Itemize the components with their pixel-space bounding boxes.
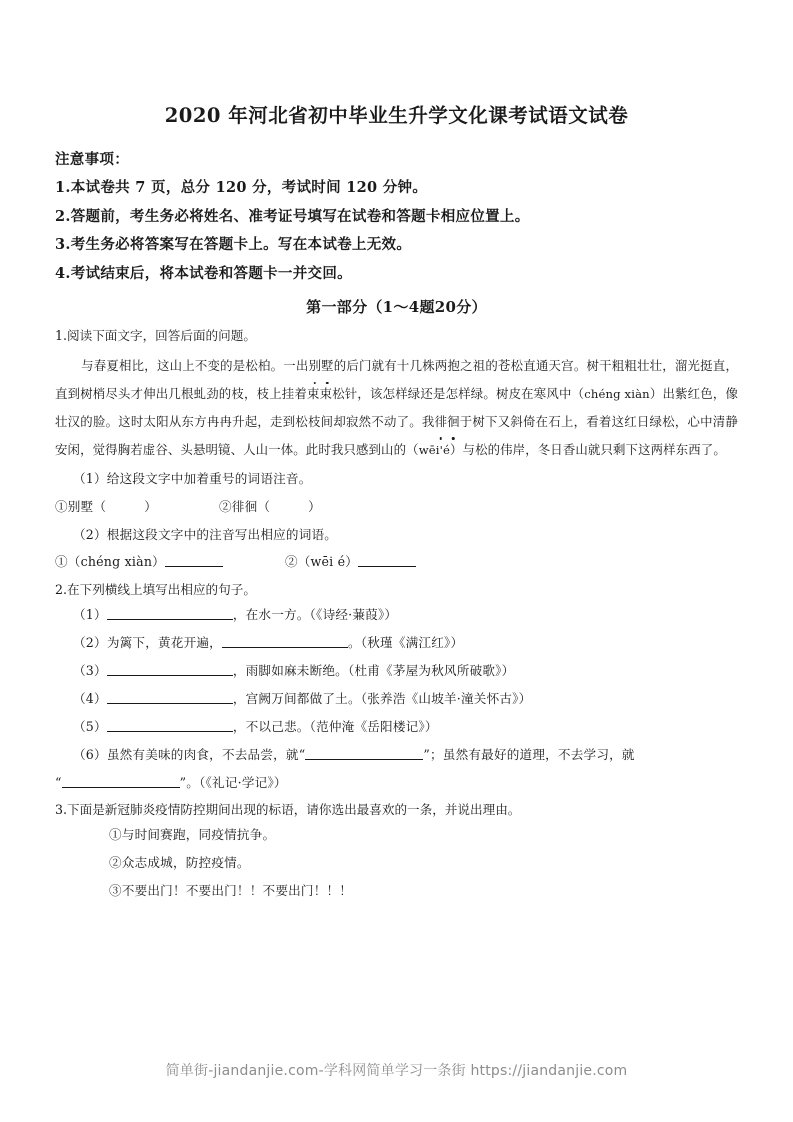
- emphasis-bieshu-2: 墅: [321, 352, 334, 380]
- question-3-slogan-3[interactable]: ③不要出门！不要出门！！不要出门！！！: [109, 883, 353, 899]
- sub-1-item-2-close: ）: [308, 498, 321, 514]
- passage-seg-b: 的后门就有十几株两抱之祖的苍松直通天宫。树干粗粗壮壮，溜光挺直，直到树梢尽头才伸出几根虬劲的枝，枝上挂着束束松针，该怎样绿还是怎样绿。树皮在寒风中（: [55, 358, 738, 402]
- q2-item-2-blank[interactable]: [222, 635, 348, 648]
- q2-item-1-after: ，在水一方。（《诗经·蒹葭》）: [232, 607, 398, 623]
- passage-seg-a: 与春夏相比，这山上不变的是松柏。一出: [81, 358, 309, 374]
- emphasis-paihuai-2: 徊: [447, 408, 460, 436]
- question-2-item-5: [55, 718, 738, 737]
- sub-1-item-2-label: ②徘徊（: [218, 498, 271, 514]
- question-1-sub-2-answers: [55, 553, 738, 572]
- q2-item-5-num: （5）: [73, 718, 107, 734]
- sub-1-item-1-label: ①别墅（: [55, 498, 107, 514]
- passage-seg-e: ）与松的伟岸，冬日香山就只剩下这两样东西了。: [449, 441, 726, 457]
- passage-seg-c: ）出紫红色，像壮汉的脸。这时太阳从东方冉冉升起，走到松枝间却寂然不动了。我: [55, 386, 738, 429]
- question-2-item-1: [55, 606, 738, 625]
- q2-item-5-after: ，不以己悲。（范仲淹《岳阳楼记》）: [232, 718, 438, 734]
- question-2-item-6: [55, 746, 738, 765]
- q2-item-3-blank[interactable]: [107, 663, 233, 676]
- q2-item-4-num: （4）: [73, 690, 107, 706]
- question-3-slogan-1[interactable]: ①与时间赛跑，同疫情抗争。: [109, 827, 276, 843]
- q2-item-1-num: （1）: [73, 607, 107, 623]
- question-2-item-2: [55, 634, 738, 653]
- question-1-sub-2-stem: （2）根据这段文字中的注音写出相应的词语。: [73, 526, 338, 542]
- q2-item-1-blank[interactable]: [107, 607, 233, 620]
- sub-1-item-1-close: ）: [144, 498, 157, 514]
- sub-2-item-1-label: ①（chéng xiàn）: [55, 554, 165, 570]
- question-1-passage: [55, 352, 738, 464]
- notice-item-2: 2.答题前，考生务必将姓名、准考证号填写在试卷和答题卡相应位置上。: [55, 207, 530, 225]
- passage-seg-d: 于树下又斜倚在石上，看着这红日绿松，心中清静安闲，觉得胸若虚谷、头悬明镜、人山一体。此时我只感到山的（: [55, 413, 738, 457]
- sub-2-item-2-blank[interactable]: [358, 554, 416, 567]
- q2-item-6-blank-2[interactable]: [62, 775, 180, 788]
- question-1-stem: 1.阅读下面文字，回答后面的问题。: [55, 328, 256, 344]
- passage-pinyin-weie: wēi'é: [418, 442, 450, 457]
- notices-heading: 注意事项：: [55, 151, 129, 168]
- q2-item-4-blank[interactable]: [107, 691, 233, 704]
- q2-item-3-num: （3）: [73, 663, 107, 678]
- page-title: 2020 年河北省初中毕业生升学文化课考试语文试卷: [164, 104, 629, 127]
- notices-block: [55, 148, 738, 283]
- question-2-item-4: [55, 690, 738, 709]
- sub-2-item-2-label: ②（wēi é）: [284, 554, 359, 570]
- footer-watermark: 简单街-jiandanjie.com-学科网简单学习一条街 https://jiandanjie.com: [165, 1063, 628, 1079]
- question-1-sub-1-stem: （1）给这段文字中加着重号的词语注音。: [73, 470, 312, 486]
- section-heading-part-one: 第一部分（1～4题20分）: [306, 298, 487, 317]
- question-2-item-3: [55, 662, 738, 681]
- notice-item-4: 4.考试结束后，将本试卷和答题卡一并交回。: [55, 264, 352, 282]
- question-1-sub-1-answers: [55, 498, 738, 517]
- q2-item-6-part-1: 虽然有美味的肉食，不去品尝，就“: [106, 746, 306, 762]
- sub-2-item-1-blank[interactable]: [165, 554, 223, 567]
- notice-item-3: 3.考生务必将答案写在答题卡上。写在本试卷上无效。: [55, 236, 412, 254]
- notice-item-1: 1.本试卷共 7 页，总分 120 分，考试时间 120 分钟。: [55, 179, 428, 196]
- q2-item-2-before: 为篱下，黄花开遍，: [106, 635, 222, 651]
- emphasis-bieshu-1: 别: [309, 352, 322, 380]
- q2-item-6-num: （6）: [73, 746, 107, 762]
- q2-item-5-blank[interactable]: [107, 719, 233, 732]
- q2-item-6-part-4: ”。（《礼记·学记》）: [179, 774, 287, 790]
- q2-item-2-after: 。（秋瑾《满江红》）: [347, 635, 464, 651]
- q2-item-6-blank-1[interactable]: [305, 747, 423, 760]
- passage-pinyin-chengxian: chéng xiàn: [584, 387, 650, 402]
- q2-item-2-num: （2）: [73, 635, 107, 651]
- question-2-stem: 2.在下列横线上填写出相应的句子。: [55, 582, 256, 598]
- emphasis-paihuai-1: 徘: [435, 408, 448, 436]
- q2-item-6-part-3: “: [55, 774, 62, 790]
- question-3-slogan-2[interactable]: ②众志成城，防控疫情。: [109, 855, 250, 871]
- question-3-stem: 3.下面是新冠肺炎疫情防控期间出现的标语，请你选出最喜欢的一条，并说出理由。: [55, 802, 521, 818]
- q2-item-4-after: ，宫阙万间都做了土。（张养浩《山坡羊·潼关怀古》）: [232, 690, 532, 706]
- q2-item-3-after: ，雨脚如麻未断绝。（杜甫《茅屋为秋风所破歌》）: [232, 663, 515, 678]
- q2-item-6-part-2: ”；虽然有最好的道理，不去学习，就: [423, 746, 635, 762]
- question-2-item-6-continued: [55, 774, 738, 793]
